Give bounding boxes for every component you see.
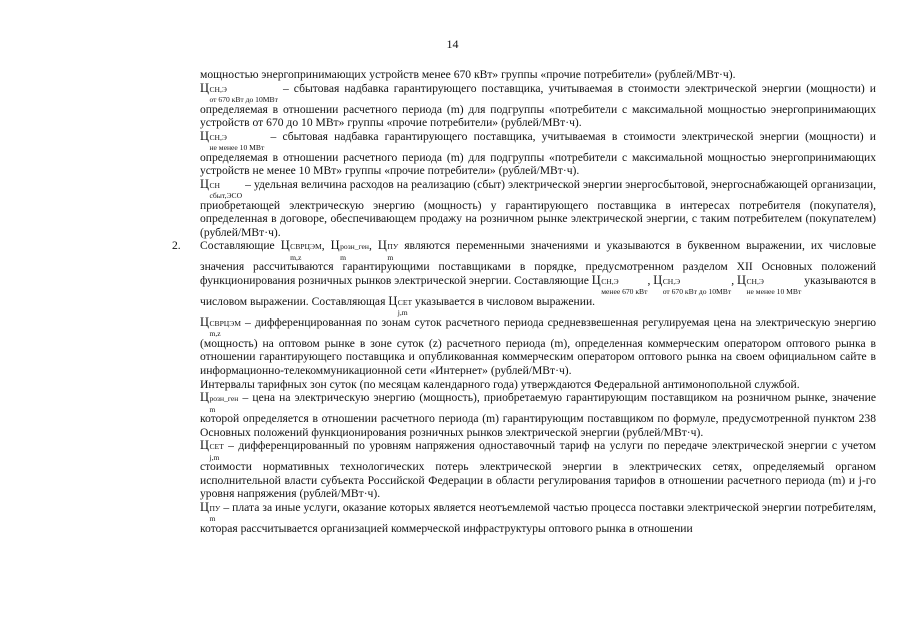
formula-symbol: Ц розн_ген m (200, 390, 239, 414)
formula-symbol: Ц СВРЦЭМ m,z (280, 238, 322, 262)
definition-pu: Ц ПУ m – плата за иные услуги, оказание которых является неотъемлемой частью процесса поставки электрической энергии потребителям, которая рассчитывается организацией коммерческой инфраструктуры оптового рынка в отношении (200, 499, 876, 535)
formula-symbol: Ц СН,Э от 670 кВт до 10МВт (653, 272, 732, 297)
definition-rozn-gen: Ц розн_ген m – цена на электрическую энергию (мощность), приобретаемую гарантирующим поставщиком на розничном рынке, значение которой определяется в отношении расчетного периода (m) гарантирующим поставщиком по формуле, предусмотренной пунктом 238 Основных положений функционирования розничных рынков электрической энергии (рублей/МВт·ч). (200, 390, 876, 439)
definition-670-10: Ц СН,Э от 670 кВт до 10МВт – сбытовая надбавка гарантирующего поставщика, учитываемая в стоимости электрической энергии (мощности) и определяемая в отношении расчетного периода (m) для подгруппы «потребители с максимальной мощностью энергопринимающих устройств от 670 до 10 МВт» группы «прочие потребители» (рублей/МВт·ч). (200, 80, 876, 130)
numbered-item-2: 2. Составляющие Ц СВРЦЭМ m,z , Ц розн_ген m , Ц ПУ m являются переменными значениями и указываются в буквенном выражении, их числовые значения рассчитываются гарантирующими поставщиками в порядке, предусмотренном разделом XII Основных положений функционирования розничных рынков электрической энергии. Составляющие Ц СН,Э менее 670 кВт , Ц СН,Э от 670 кВт до 10МВт , Ц СН,Э не менее 10 МВт указываются в числовом выражении. Составляющая Ц СЕТ j,m указывается в числовом выражении. (172, 238, 877, 318)
item-number: 2. (172, 239, 181, 253)
formula-symbol: Ц СН,Э не менее 10 МВт (737, 272, 802, 297)
page-number: 14 (446, 37, 459, 51)
formula-symbol: Ц розн_ген m (330, 238, 369, 262)
formula-symbol: Ц СЕТ j,m (388, 293, 413, 318)
formula-symbol: Ц СН,Э от 670 кВт до 10МВт (200, 80, 278, 105)
formula-symbol: Ц СВРЦЭМ m,z (200, 314, 242, 339)
paragraph-line-continuation: мощностью энергопринимающих устройств менее 670 кВт» группы «прочие потребители» (рублей/МВт·ч). (200, 68, 736, 81)
formula-symbol: Ц ПУ m (200, 499, 221, 524)
definition-set: Ц СЕТ j,m – дифференцированный по уровням напряжения одноставочный тариф на услуги по передаче электрической энергии с учетом стоимости нормативных технологических потерь электрической энергии в электрических сетях, определяемый органом исполнительной власти субъекта Российской Федерации в области регулирования тарифов в отношении расчетного периода (m) и j-го уровня напряжения (рублей/МВт·ч). (200, 438, 876, 501)
formula-symbol: Ц СН сбыт,ЭСО (200, 176, 243, 201)
page-content (172, 68, 877, 535)
formula-symbol: Ц ПУ m (377, 238, 399, 262)
definition-svrcem: Ц СВРЦЭМ m,z – дифференцированная по зонам суток расчетного периода средневзвешенная регулируемая цена на электрическую энергию (мощность) на оптовом рынке в зоне суток (z) расчетного периода (m), определенная коммерческим оператором оптового рынка в отношении гарантирующего поставщика и опубликованная коммерческим оператором оптового рынка на своем официальном сайте в информационно-телекоммуникационной сети «Интернет» (рублей/МВт·ч). (200, 314, 876, 378)
definition-10: Ц СН,Э не менее 10 МВт – сбытовая надбавка гарантирующего поставщика, учитываемая в стоимости электрической энергии (мощности) и определяемая в отношении расчетного периода (m) для подгруппы «потребители с максимальной мощностью энергопринимающих устройств не менее 10 МВт» группы «прочие потребители» (рублей/МВт·ч). (200, 128, 876, 178)
formula-symbol: Ц СН,Э не менее 10 МВт (200, 128, 265, 153)
formula-symbol: Ц СН,Э менее 670 кВт (591, 272, 648, 297)
paragraph-intervals: Интервалы тарифных зон суток (по месяцам календарного года) утверждаются Федеральной антимонопольной службой. (200, 377, 800, 391)
definition-eso: Ц СН сбыт,ЭСО – удельная величина расходов на реализацию (сбыт) электрической энергии энергосбытовой, энергоснабжающей организации, приобретающей электрическую энергию (мощность) у гарантирующего поставщика в интересах потребителя (покупателя), определенная в договоре, обеспечивающем продажу на розничном рынке электрической энергии, с таким потребителем (покупателем) (рублей/МВт·ч). (200, 176, 876, 239)
formula-symbol: Ц СЕТ j,m (200, 438, 224, 462)
